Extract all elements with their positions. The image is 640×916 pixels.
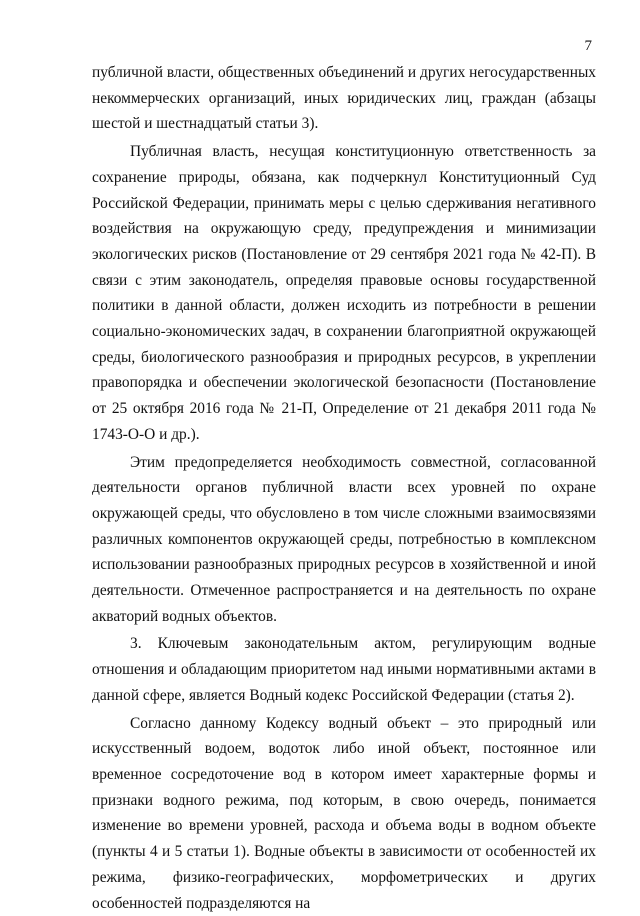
document-body: [92, 60, 596, 916]
paragraph-2: Публичная власть, несущая конституционную ответственность за сохранение природы, обязана, как подчеркнул Конституционный Суд Российской Федерации, принимать меры с целью сдерживания негативного воздействия на окружающую среду, предупреждения и минимизации экологических рисков (Постановление от 29 сентября 2021 года № 42-П). В связи с этим законодатель, определяя правовые основы государственной политики в данной области, должен исходить из потребности в решении социально-экономических задач, в сохранении благоприятной окружающей среды, биологического разнообразия и природных ресурсов, в укреплении правопорядка и обеспечении экологической безопасности (Постановление от 25 октября 2016 года № 21-П, Определение от 21 декабря 2011 года № 1743-О-О и др.).: [92, 143, 596, 443]
paragraph-4: 3. Ключевым законодательным актом, регулирующим водные отношения и обладающим приоритетом над иными нормативными актами в данной сфере, является Водный кодекс Российской Федерации (статья 2).: [92, 635, 596, 704]
paragraph-1: публичной власти, общественных объединений и других негосударственных некоммерческих организаций, иных юридических лиц, граждан (абзацы шестой и шестнадцатый статьи 3).: [92, 64, 596, 133]
paragraph-5: Согласно данному Кодексу водный объект – это природный или искусственный водоем, водоток либо иной объект, постоянное или временное сосредоточение вод в котором имеет характерные формы и признаки водного режима, под которым, в свою очередь, понимается изменение во времени уровней, расхода и объема воды в водном объекте (пункты 4 и 5 статьи 1). Водные объекты в зависимости от особенностей их режима, физико-географических, морфометрических и других особенностей подразделяются на: [92, 714, 596, 912]
page-number: 7: [584, 38, 592, 54]
paragraph-3: Этим предопределяется необходимость совместной, согласованной деятельности органов публичной власти всех уровней по охране окружающей среды, что обусловлено в том числе сложными взаимосвязями различных компонентов окружающей среды, потребностью в комплексном использовании разнообразных природных ресурсов в хозяйственной и иной деятельности. Отмеченное распространяется и на деятельность по охране акваторий водных объектов.: [92, 453, 596, 625]
